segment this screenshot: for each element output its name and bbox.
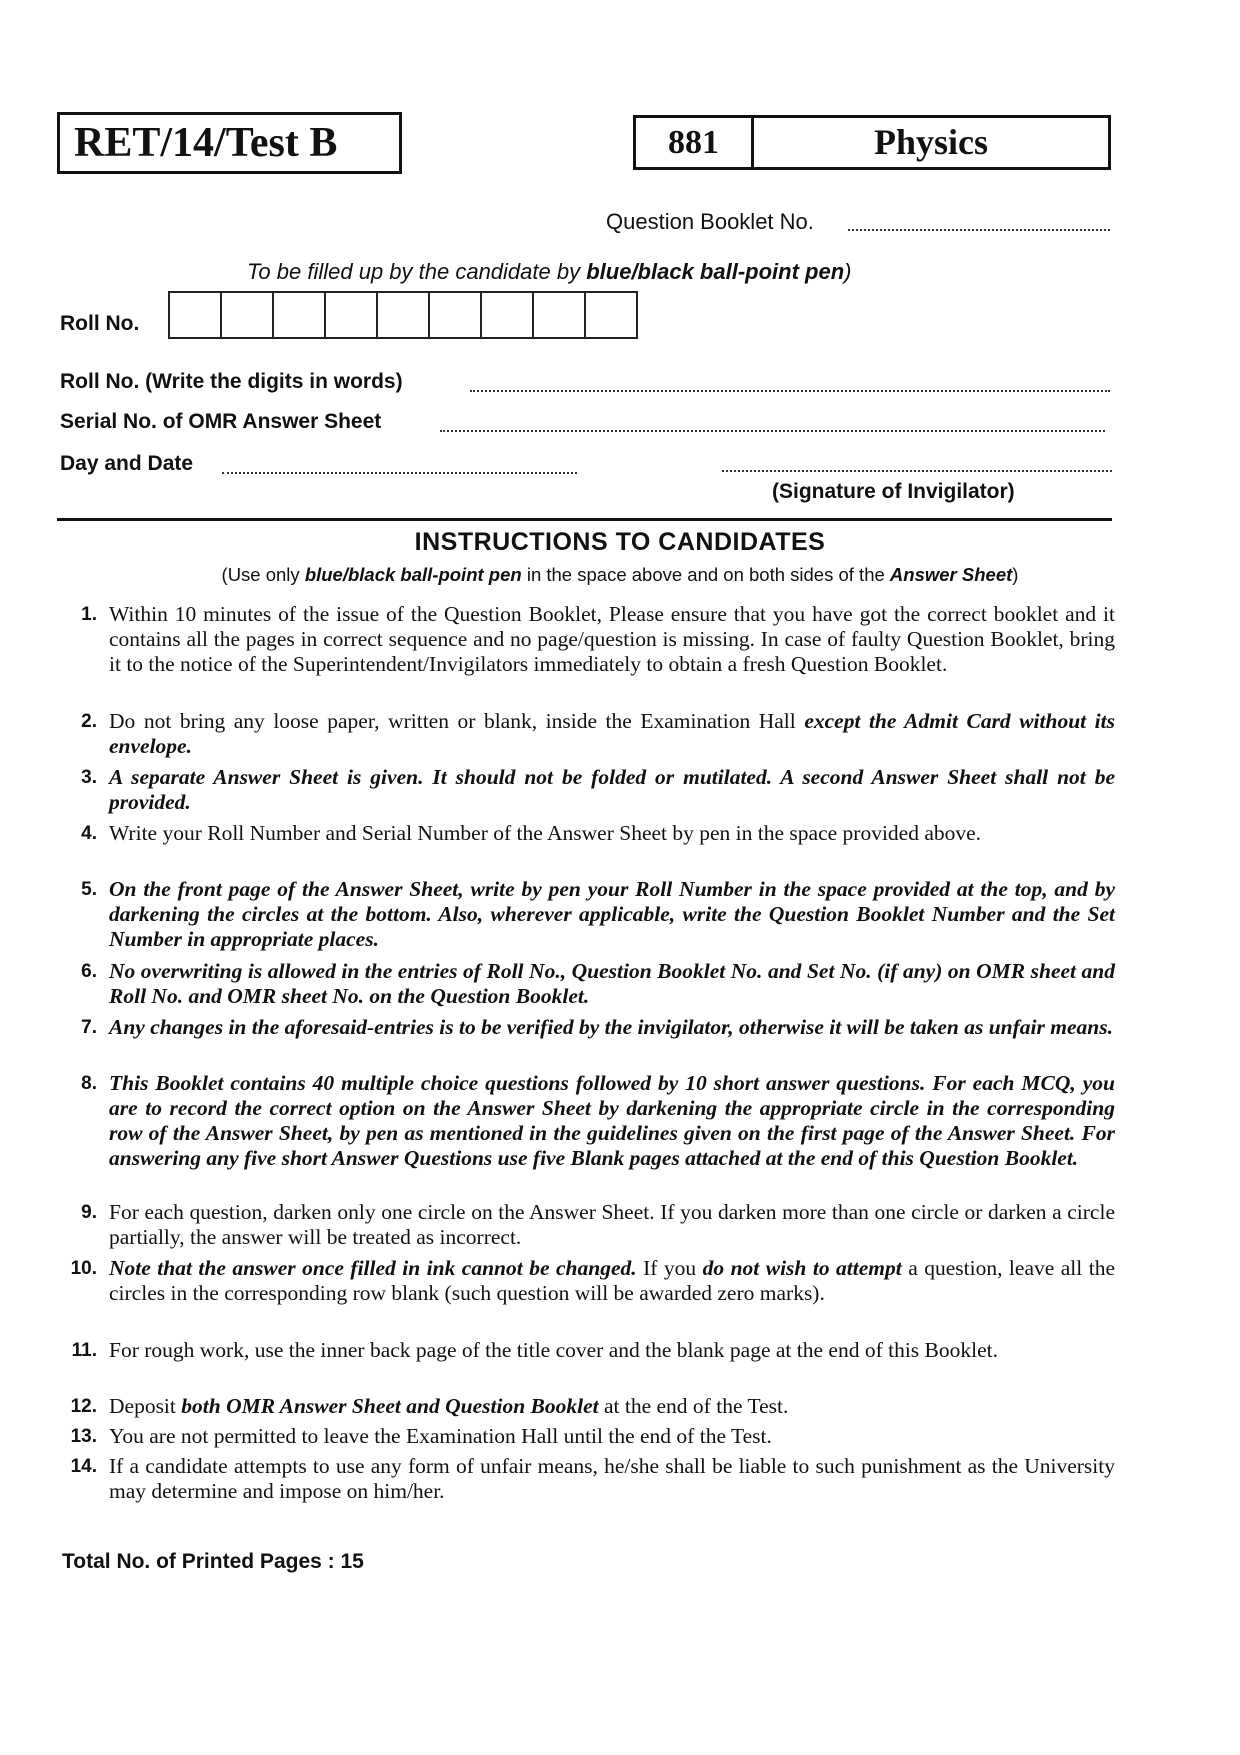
total-pages: Total No. of Printed Pages : 15: [62, 1550, 364, 1573]
roll-words-field[interactable]: [470, 390, 1110, 392]
roll-no-label: Roll No.: [60, 312, 140, 335]
subject-name: Physics: [873, 122, 988, 162]
divider: [57, 518, 1112, 521]
instructions-heading: INSTRUCTIONS TO CANDIDATES: [414, 528, 826, 556]
test-code: RET/14/Test B: [74, 120, 338, 166]
omr-serial-label: Serial No. of OMR Answer Sheet: [60, 410, 382, 433]
booklet-number-label: Question Booklet No.: [606, 209, 814, 234]
fill-note: To be filled up by the candidate by blue/black ball-point pen): [247, 259, 852, 284]
instructions-subnote: (Use only blue/black ball-point pen in the space above and on both sides of the Answer Sheet): [221, 564, 1019, 585]
signature-field[interactable]: [722, 470, 1112, 472]
subject-box: [633, 115, 1111, 170]
subject-code: 881: [636, 118, 754, 167]
omr-serial-field[interactable]: [440, 430, 1105, 432]
roll-no-grid[interactable]: [168, 291, 636, 341]
test-code-box: [57, 112, 402, 174]
roll-words-label: Roll No. (Write the digits in words): [60, 370, 403, 393]
day-date-label: Day and Date: [60, 452, 194, 475]
signature-label: (Signature of Invigilator): [772, 480, 1015, 503]
booklet-number-field[interactable]: [848, 229, 1110, 231]
day-date-field[interactable]: [222, 472, 577, 474]
